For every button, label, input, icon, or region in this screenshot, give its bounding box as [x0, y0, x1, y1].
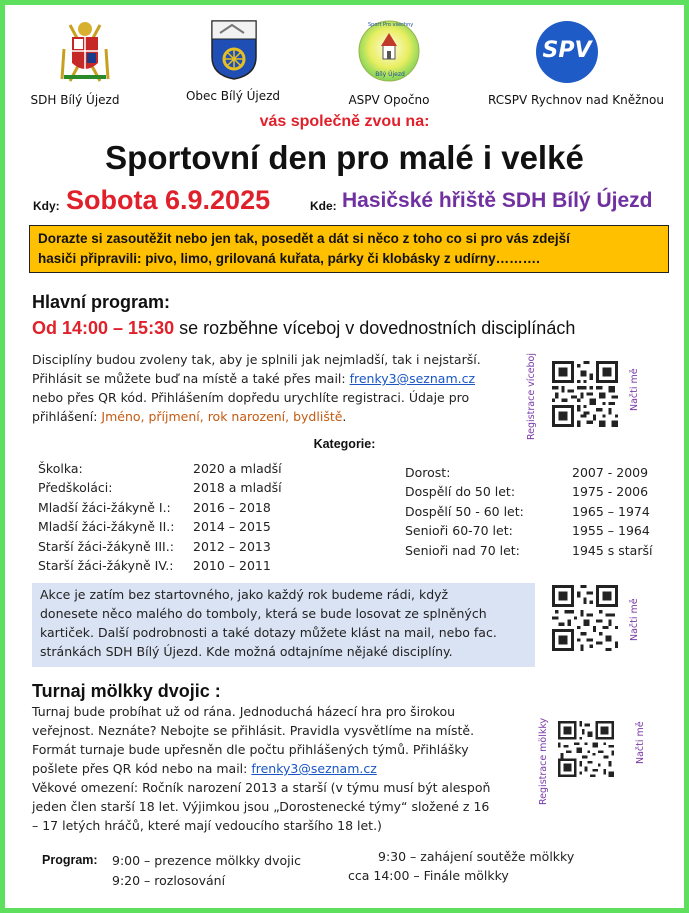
category-years: 1955 – 1964 [572, 523, 650, 539]
program-item: cca 14:00 – Finále mölkky [348, 868, 509, 883]
info-line: kartiček. Další podrobnosti a také dotazy můžete klást na mail, nebo fac. [40, 625, 497, 640]
qr-label-registrace-viceboj: Registrace víceboj [526, 353, 537, 440]
paragraph-line: nebo přes QR kód. Přihlášením dopředu urychlíte registraci. Údaje pro [32, 390, 470, 405]
categories-heading: Kategorie: [313, 437, 376, 451]
category-name: Starší žáci-žákyně III.: [38, 538, 174, 554]
category-name: Starší žáci-žákyně IV.: [38, 558, 174, 574]
program-label: Program: [42, 853, 98, 867]
info-line: stránkách SDH Bílý Újezd. Kde možná odtajníme nějaké disciplíny. [40, 644, 453, 659]
paragraph-text: Přihlásit se můžete buď na místě a také přes mail: [32, 371, 350, 386]
paragraph-line: Formát turnaje bude upřesněn dle počtu přihlášených týmů. Přihlášky [32, 742, 469, 757]
program-item: 9:20 – rozlosování [112, 873, 226, 888]
info-banner [29, 225, 669, 273]
paragraph-line: veřejnost. Neznáte? Nebojte se přihlásit. Pravidla vysvětlíme na místě. [32, 723, 475, 738]
category-years: 2007 - 2009 [572, 465, 649, 480]
main-program-heading: Hlavní program: [32, 292, 171, 312]
program-item: 9:00 – prezence mölkky dvojic [112, 853, 301, 868]
qr-label-nacti-me: Načti mě [635, 721, 646, 764]
paragraph-line [32, 369, 481, 388]
email-link[interactable]: frenky3@seznam.cz [251, 761, 377, 776]
category-years: 1945 s starší [572, 542, 653, 558]
paragraph-line [32, 759, 490, 778]
info-line: donesete něco malého do tomboly, která se bude losovat ze splněných [40, 606, 487, 621]
when-value: Sobota 6.9.2025 [66, 185, 271, 215]
categories-right-names [405, 463, 524, 560]
program-item: 9:30 – zahájení soutěže mölkky [378, 849, 575, 864]
category-years: 2016 – 2018 [193, 499, 271, 515]
category-years: 2014 – 2015 [193, 519, 271, 535]
category-years: 1965 – 1974 [572, 503, 650, 519]
where-value: Hasičské hřiště SDH Bílý Újezd [342, 189, 653, 212]
paragraph-line: Věkové omezení: Ročník narození 2013 a starší (v týmu musí být alespoň [32, 780, 491, 795]
page-title: Sportovní den pro malé i velké [105, 139, 584, 176]
sdh-logo [60, 19, 110, 85]
qr-label-registrace-molkky: Registrace mölkky [538, 717, 549, 805]
registration-fields: Jméno, příjmení, rok narození, bydliště [101, 409, 343, 424]
main-program-time-line [32, 318, 575, 339]
category-name: Dospělí do 50 let: [405, 484, 516, 500]
category-years: 1975 - 2006 [572, 484, 649, 500]
category-name: Školka: [38, 461, 83, 476]
paragraph-text: . [342, 409, 347, 424]
paragraph-text: přihlášení: [32, 409, 102, 424]
main-program-paragraph [32, 350, 481, 426]
molkky-paragraph [32, 702, 490, 835]
info-box [32, 583, 535, 667]
qr-code-facebook[interactable] [552, 585, 618, 651]
main-program-time: Od 14:00 – 15:30 [32, 318, 175, 338]
category-name: Senioři 60-70 let: [405, 523, 513, 539]
banner-line-2: hasiči připravili: pivo, limo, grilovaná kuřata, párky či klobásky z udírny………. [38, 251, 540, 266]
email-link[interactable]: frenky3@seznam.cz [349, 371, 476, 386]
paragraph-text: pošlete přes QR kód nebo na mail: [32, 761, 252, 776]
spv-logo-text: SPV [542, 38, 592, 63]
category-name: Mladší žáci-žákyně II.: [38, 519, 175, 535]
category-name: Dospělí 50 - 60 let: [405, 503, 524, 519]
qr-code-molkky[interactable] [558, 721, 614, 777]
banner-line-1: Dorazte si zasoutěžit nebo jen tak, posedět a dát si něco z toho co si pro vás zdejší [38, 231, 570, 246]
when-label: Kdy: [33, 199, 60, 213]
aspv-logo-text: Sport Pro všechny [368, 22, 414, 28]
qr-facebook-graphic [552, 585, 618, 651]
spv-logo [536, 21, 598, 83]
where-label: Kde: [310, 199, 337, 213]
qr-molkky-graphic [558, 721, 614, 777]
category-name: Mladší žáci-žákyně I.: [38, 499, 171, 515]
qr-code-viceboj[interactable] [552, 361, 618, 427]
paragraph-line: Turnaj bude probíhat už od rána. Jednoduchá házecí hra pro širokou [32, 704, 456, 719]
category-name: Dorost: [405, 465, 451, 480]
categories-right-years [572, 463, 652, 560]
paragraph-line: jeden člen starší 18 let. Výjimkou jsou „Dorostenecké týmy“ složené z 16 [32, 799, 490, 814]
paragraph-line: – 17 letých hráčů, které mají vedoucího staršího 18 let.) [32, 818, 382, 833]
category-years: 2010 – 2011 [193, 558, 271, 574]
category-name: Předškoláci: [38, 480, 113, 496]
category-years: 2012 – 2013 [193, 538, 271, 554]
paragraph-line: Disciplíny budou zvoleny tak, aby je splnili jak nejmladší, tak i nejstarší. [32, 352, 481, 367]
qr-viceboj-graphic [552, 361, 618, 427]
logo-caption-sdh: SDH Bílý Újezd [30, 93, 120, 107]
qr-label-nacti-me: Načti mě [629, 598, 640, 641]
logo-caption-rcspv: RCSPV Rychnov nad Kněžnou [488, 93, 664, 107]
invite-text: vás společně zvou na: [259, 113, 430, 130]
aspv-logo-town: Bílý Újezd [375, 71, 405, 78]
paragraph-line [32, 407, 481, 426]
logo-caption-obec: Obec Bílý Újezd [185, 89, 281, 103]
categories-left-years [193, 459, 282, 575]
main-program-desc: se rozběhne víceboj v dovednostních disciplínách [174, 318, 576, 338]
obec-coat-of-arms [210, 19, 258, 81]
molkky-heading: Turnaj mölkky dvojic : [32, 681, 221, 701]
category-years: 2020 a mladší [193, 461, 282, 476]
info-line: Akce je zatím bez startovného, jako každý rok budeme rádi, když [40, 587, 449, 602]
category-years: 2018 a mladší [193, 480, 282, 496]
logo-caption-aspv: ASPV Opočno [348, 93, 430, 107]
categories-left-names [38, 459, 174, 575]
qr-label-nacti-me: Načti mě [629, 368, 640, 411]
category-name: Senioři nad 70 let: [405, 542, 520, 558]
